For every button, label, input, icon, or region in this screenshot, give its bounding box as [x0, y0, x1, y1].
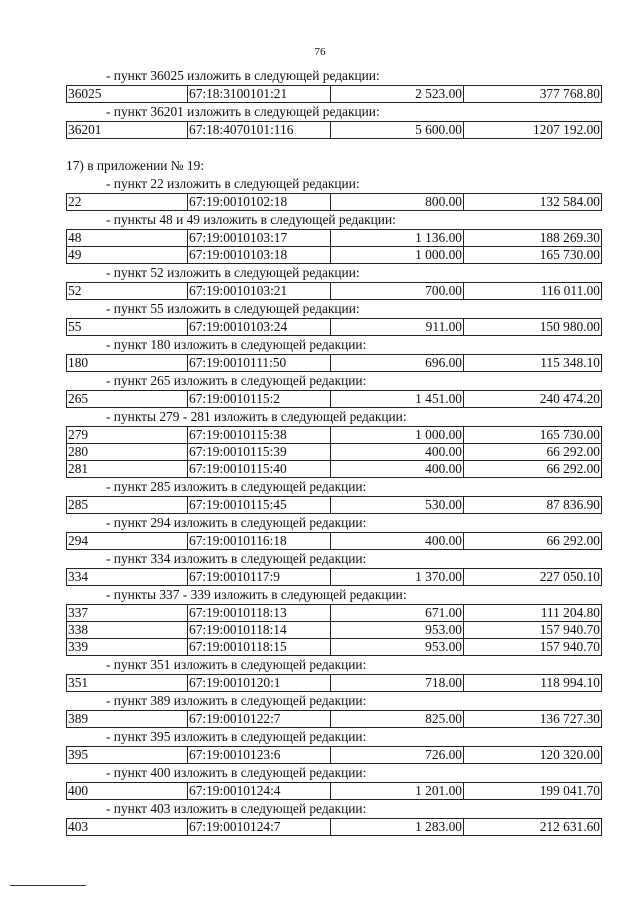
item-number-cell: 334 [67, 569, 188, 586]
page-number: 76 [314, 46, 326, 58]
value-cell: 240 474.20 [464, 391, 602, 408]
cadastral-number-cell: 67:19:0010117:9 [188, 569, 331, 586]
table-row [67, 639, 602, 656]
amendment-table [66, 532, 602, 550]
amendment-section [66, 300, 602, 336]
value-cell: 111 204.80 [464, 605, 602, 622]
value-cell: 116 011.00 [464, 283, 602, 300]
amendment-heading: - пункт 294 изложить в следующей редакции: [106, 515, 367, 530]
document-body [66, 67, 602, 836]
area-cell: 953.00 [331, 622, 464, 639]
area-cell: 1 370.00 [331, 569, 464, 586]
amendment-section [66, 478, 602, 514]
item-number-cell: 351 [67, 675, 188, 692]
table-row [67, 427, 602, 444]
value-cell: 115 348.10 [464, 355, 602, 372]
cadastral-number-cell: 67:19:0010115:38 [188, 427, 331, 444]
value-cell: 120 320.00 [464, 747, 602, 764]
amendment-section [66, 103, 602, 139]
table-row [67, 622, 602, 639]
cadastral-number-cell: 67:18:4070101:116 [188, 122, 331, 139]
amendment-heading: - пункт 52 изложить в следующей редакции: [106, 265, 360, 280]
amendment-table [66, 426, 602, 478]
area-cell: 1 136.00 [331, 230, 464, 247]
item-number-cell: 403 [67, 819, 188, 836]
value-cell: 150 980.00 [464, 319, 602, 336]
value-cell: 227 050.10 [464, 569, 602, 586]
cadastral-number-cell: 67:19:0010103:17 [188, 230, 331, 247]
area-cell: 953.00 [331, 639, 464, 656]
area-cell: 671.00 [331, 605, 464, 622]
amendment-section [66, 264, 602, 300]
table-row [67, 355, 602, 372]
amendment-heading: - пункт 395 изложить в следующей редакции: [106, 729, 367, 744]
cadastral-number-cell: 67:19:0010115:2 [188, 391, 331, 408]
value-cell: 87 836.90 [464, 497, 602, 514]
item-number-cell: 55 [67, 319, 188, 336]
table-row [67, 122, 602, 139]
amendment-heading: - пункт 403 изложить в следующей редакции: [106, 801, 367, 816]
table-row [67, 497, 602, 514]
item-number-cell: 281 [67, 461, 188, 478]
value-cell: 66 292.00 [464, 461, 602, 478]
item-number-cell: 395 [67, 747, 188, 764]
area-cell: 1 000.00 [331, 247, 464, 264]
amendment-section [66, 586, 602, 656]
amendment-heading: - пункт 22 изложить в следующей редакции: [106, 176, 360, 191]
area-cell: 1 201.00 [331, 783, 464, 800]
table-row [67, 747, 602, 764]
item-number-cell: 36025 [67, 86, 188, 103]
amendment-heading: - пункты 279 - 281 изложить в следующей редакции: [106, 409, 407, 424]
area-cell: 400.00 [331, 461, 464, 478]
amendment-table [66, 282, 602, 300]
amendment-heading: - пункт 36025 изложить в следующей редакции: [106, 68, 380, 83]
cadastral-number-cell: 67:19:0010122:7 [188, 711, 331, 728]
table-row [67, 283, 602, 300]
item-number-cell: 49 [67, 247, 188, 264]
cadastral-number-cell: 67:19:0010111:50 [188, 355, 331, 372]
area-cell: 5 600.00 [331, 122, 464, 139]
amendment-heading: - пункт 36201 изложить в следующей редакции: [106, 104, 380, 119]
value-cell: 66 292.00 [464, 533, 602, 550]
amendment-section [66, 67, 602, 103]
value-cell: 157 940.70 [464, 622, 602, 639]
cadastral-number-cell: 67:19:0010118:13 [188, 605, 331, 622]
item-number-cell: 294 [67, 533, 188, 550]
area-cell: 1 283.00 [331, 819, 464, 836]
area-cell: 400.00 [331, 533, 464, 550]
value-cell: 188 269.30 [464, 230, 602, 247]
amendment-section [66, 728, 602, 764]
amendment-section [66, 800, 602, 836]
table-row [67, 461, 602, 478]
amendment-table [66, 354, 602, 372]
amendment-section [66, 211, 602, 264]
appendix-sections [66, 175, 602, 836]
cadastral-number-cell: 67:19:0010103:24 [188, 319, 331, 336]
area-cell: 1 451.00 [331, 391, 464, 408]
amendment-section [66, 656, 602, 692]
amendment-heading: - пункты 48 и 49 изложить в следующей редакции: [106, 212, 396, 227]
amendment-table [66, 85, 602, 103]
cadastral-number-cell: 67:19:0010103:21 [188, 283, 331, 300]
cadastral-number-cell: 67:19:0010124:4 [188, 783, 331, 800]
appendix-heading: 17) в приложении № 19: [66, 158, 205, 173]
value-cell: 118 994.10 [464, 675, 602, 692]
amendment-heading: - пункт 389 изложить в следующей редакции: [106, 693, 367, 708]
cadastral-number-cell: 67:19:0010115:39 [188, 444, 331, 461]
table-row [67, 230, 602, 247]
area-cell: 726.00 [331, 747, 464, 764]
item-number-cell: 180 [67, 355, 188, 372]
table-row [67, 391, 602, 408]
amendment-table [66, 818, 602, 836]
amendment-heading: - пункт 265 изложить в следующей редакции: [106, 373, 367, 388]
amendment-heading: - пункты 337 - 339 изложить в следующей редакции: [106, 587, 407, 602]
amendment-table [66, 710, 602, 728]
table-row [67, 605, 602, 622]
table-row [67, 533, 602, 550]
table-row [67, 711, 602, 728]
amendment-table [66, 121, 602, 139]
amendment-section [66, 514, 602, 550]
table-row [67, 783, 602, 800]
cadastral-number-cell: 67:19:0010124:7 [188, 819, 331, 836]
amendment-table [66, 229, 602, 264]
value-cell: 165 730.00 [464, 247, 602, 264]
cadastral-number-cell: 67:19:0010118:14 [188, 622, 331, 639]
value-cell: 157 940.70 [464, 639, 602, 656]
amendment-table [66, 496, 602, 514]
cadastral-number-cell: 67:19:0010116:18 [188, 533, 331, 550]
area-cell: 800.00 [331, 194, 464, 211]
amendment-table [66, 193, 602, 211]
cadastral-number-cell: 67:19:0010123:6 [188, 747, 331, 764]
amendment-table [66, 746, 602, 764]
amendment-heading: - пункт 334 изложить в следующей редакции: [106, 551, 367, 566]
footnote-divider [10, 885, 86, 886]
item-number-cell: 338 [67, 622, 188, 639]
item-number-cell: 280 [67, 444, 188, 461]
amendment-heading: - пункт 55 изложить в следующей редакции: [106, 301, 360, 316]
top-sections [66, 67, 602, 139]
table-row [67, 819, 602, 836]
cadastral-number-cell: 67:19:0010115:45 [188, 497, 331, 514]
cadastral-number-cell: 67:19:0010102:18 [188, 194, 331, 211]
area-cell: 911.00 [331, 319, 464, 336]
table-row [67, 444, 602, 461]
area-cell: 400.00 [331, 444, 464, 461]
amendment-section [66, 336, 602, 372]
value-cell: 212 631.60 [464, 819, 602, 836]
item-number-cell: 22 [67, 194, 188, 211]
amendment-table [66, 604, 602, 656]
amendment-table [66, 568, 602, 586]
cadastral-number-cell: 67:19:0010103:18 [188, 247, 331, 264]
table-row [67, 86, 602, 103]
item-number-cell: 36201 [67, 122, 188, 139]
amendment-section [66, 550, 602, 586]
amendment-heading: - пункт 285 изложить в следующей редакции: [106, 479, 367, 494]
table-row [67, 247, 602, 264]
area-cell: 696.00 [331, 355, 464, 372]
area-cell: 1 000.00 [331, 427, 464, 444]
amendment-table [66, 782, 602, 800]
area-cell: 2 523.00 [331, 86, 464, 103]
table-row [67, 319, 602, 336]
item-number-cell: 339 [67, 639, 188, 656]
cadastral-number-cell: 67:19:0010118:15 [188, 639, 331, 656]
item-number-cell: 285 [67, 497, 188, 514]
item-number-cell: 52 [67, 283, 188, 300]
item-number-cell: 337 [67, 605, 188, 622]
area-cell: 530.00 [331, 497, 464, 514]
amendment-heading: - пункт 180 изложить в следующей редакции: [106, 337, 367, 352]
value-cell: 66 292.00 [464, 444, 602, 461]
item-number-cell: 389 [67, 711, 188, 728]
amendment-section [66, 764, 602, 800]
table-row [67, 194, 602, 211]
area-cell: 825.00 [331, 711, 464, 728]
area-cell: 718.00 [331, 675, 464, 692]
value-cell: 377 768.80 [464, 86, 602, 103]
table-row [67, 569, 602, 586]
cadastral-number-cell: 67:19:0010115:40 [188, 461, 331, 478]
item-number-cell: 48 [67, 230, 188, 247]
amendment-heading: - пункт 400 изложить в следующей редакции: [106, 765, 367, 780]
table-row [67, 675, 602, 692]
value-cell: 165 730.00 [464, 427, 602, 444]
amendment-section [66, 175, 602, 211]
value-cell: 1207 192.00 [464, 122, 602, 139]
amendment-section [66, 408, 602, 478]
amendment-section [66, 372, 602, 408]
amendment-heading: - пункт 351 изложить в следующей редакции: [106, 657, 367, 672]
cadastral-number-cell: 67:19:0010120:1 [188, 675, 331, 692]
amendment-table [66, 390, 602, 408]
amendment-table [66, 318, 602, 336]
item-number-cell: 265 [67, 391, 188, 408]
amendment-section [66, 692, 602, 728]
amendment-table [66, 674, 602, 692]
value-cell: 132 584.00 [464, 194, 602, 211]
value-cell: 136 727.30 [464, 711, 602, 728]
value-cell: 199 041.70 [464, 783, 602, 800]
cadastral-number-cell: 67:18:3100101:21 [188, 86, 331, 103]
item-number-cell: 279 [67, 427, 188, 444]
area-cell: 700.00 [331, 283, 464, 300]
item-number-cell: 400 [67, 783, 188, 800]
